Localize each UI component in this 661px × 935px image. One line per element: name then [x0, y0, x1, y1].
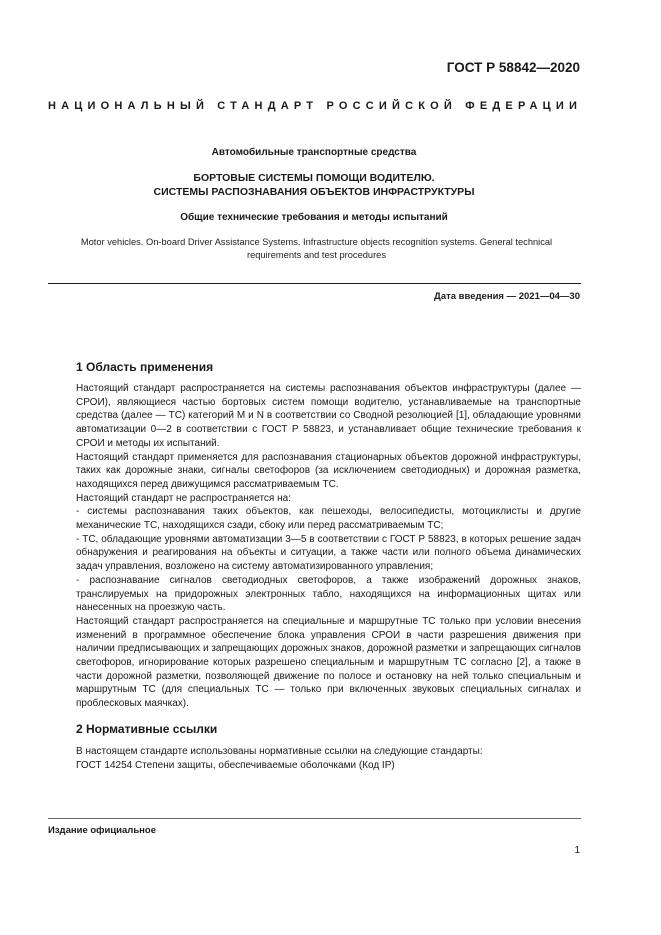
- paragraph: В настоящем стандарте использованы нормативные ссылки на следующие стандарты:: [76, 746, 483, 757]
- section-2-heading: 2 Нормативные ссылки: [76, 722, 218, 736]
- paragraph: Настоящий стандарт не распространяется на:: [76, 492, 291, 504]
- english-title: Motor vehicles. On-board Driver Assistance Systems. Infrastructure objects recognition systems. General technical requirements and test procedures: [80, 237, 553, 260]
- standard-organization: НАЦИОНАЛЬНЫЙ СТАНДАРТ РОССИЙСКОЙ ФЕДЕРАЦИИ: [48, 100, 583, 112]
- title-divider: [48, 283, 581, 284]
- page-number: 1: [574, 845, 580, 856]
- section-1-body: [76, 382, 581, 711]
- list-item: - системы распознавания таких объектов, как пешеходы, велосипедисты, мотоциклисты и другие механические ТС, находящихся сзади, сбоку или перед рассматриваемым ТС;: [76, 506, 581, 532]
- list-item: - распознавание сигналов светодиодных светофоров, а также изображений дорожных знаков, транслируемых на придорожных электронных табло, находящихся на информационных щитах или нанесенных на проезжую часть.: [76, 574, 581, 614]
- paragraph: Настоящий стандарт распространяется на специальные и маршрутные ТС только при условии внесения изменений в программное обеспечение блока управления СРОИ в части разрешения движения при наличии предписывающих и запрещающих дорожных знаков, дорожной разметки и запрещающих сигналов светофоров, игнорирование которых разрешено специальным и маршрутным ТС согласно [2], а также в части дорожной разметки, позволяющей движение по полосе и остановку на ней только специальным и маршрутным ТС (для специальных ТС — только при включенных звуковых специальных сигналах и проблесковых маячках).: [76, 615, 581, 710]
- main-title-line-1: БОРТОВЫЕ СИСТЕМЫ ПОМОЩИ ВОДИТЕЛЮ.: [193, 172, 435, 184]
- paragraph: Настоящий стандарт применяется для распознавания стационарных объектов дорожной инфраструктуры, таких как дорожные знаки, сигналы светофоров (за исключением светодиодных) и дорожная разметка, находящихся перед движущимся рассматриваемым ТС.: [76, 451, 581, 490]
- section-2-body: [76, 745, 581, 772]
- paragraph: Настоящий стандарт распространяется на системы распознавания объектов инфраструктуры (далее — СРОИ), являющиеся частью бортовых систем помощи водителю, устанавливаемые на транспортные средства (далее — ТС) категорий M и N в соответствии со Сводной резолюцией [1], обладающие уровнями автоматизации 0—2 в соответствии с ГОСТ Р 58823, и устанавливает общие технические требования к СРОИ и методы их испытаний.: [76, 383, 581, 449]
- footer-divider: [48, 818, 581, 819]
- list-item: - ТС, обладающие уровнями автоматизации 3—5 в соответствии с ГОСТ Р 58823, в которых решение задач обнаружения и реагирования на объекты и ситуации, а также части или полного объема динамических задач управления, возложено на систему автоматизированного управления;: [76, 533, 581, 573]
- introduction-date: Дата введения — 2021—04—30: [434, 291, 580, 302]
- section-1-heading: 1 Область применения: [76, 360, 214, 374]
- main-title-line-2: СИСТЕМЫ РАСПОЗНАВАНИЯ ОБЪЕКТОВ ИНФРАСТРУКТУРЫ: [153, 186, 475, 198]
- edition-label: Издание официальное: [48, 825, 156, 836]
- reference-item: ГОСТ 14254 Степени защиты, обеспечиваемые оболочками (Код IP): [76, 759, 395, 771]
- document-category: Автомобильные транспортные средства: [211, 147, 417, 158]
- document-id: ГОСТ Р 58842—2020: [446, 60, 580, 75]
- document-subtitle: Общие технические требования и методы испытаний: [180, 212, 448, 223]
